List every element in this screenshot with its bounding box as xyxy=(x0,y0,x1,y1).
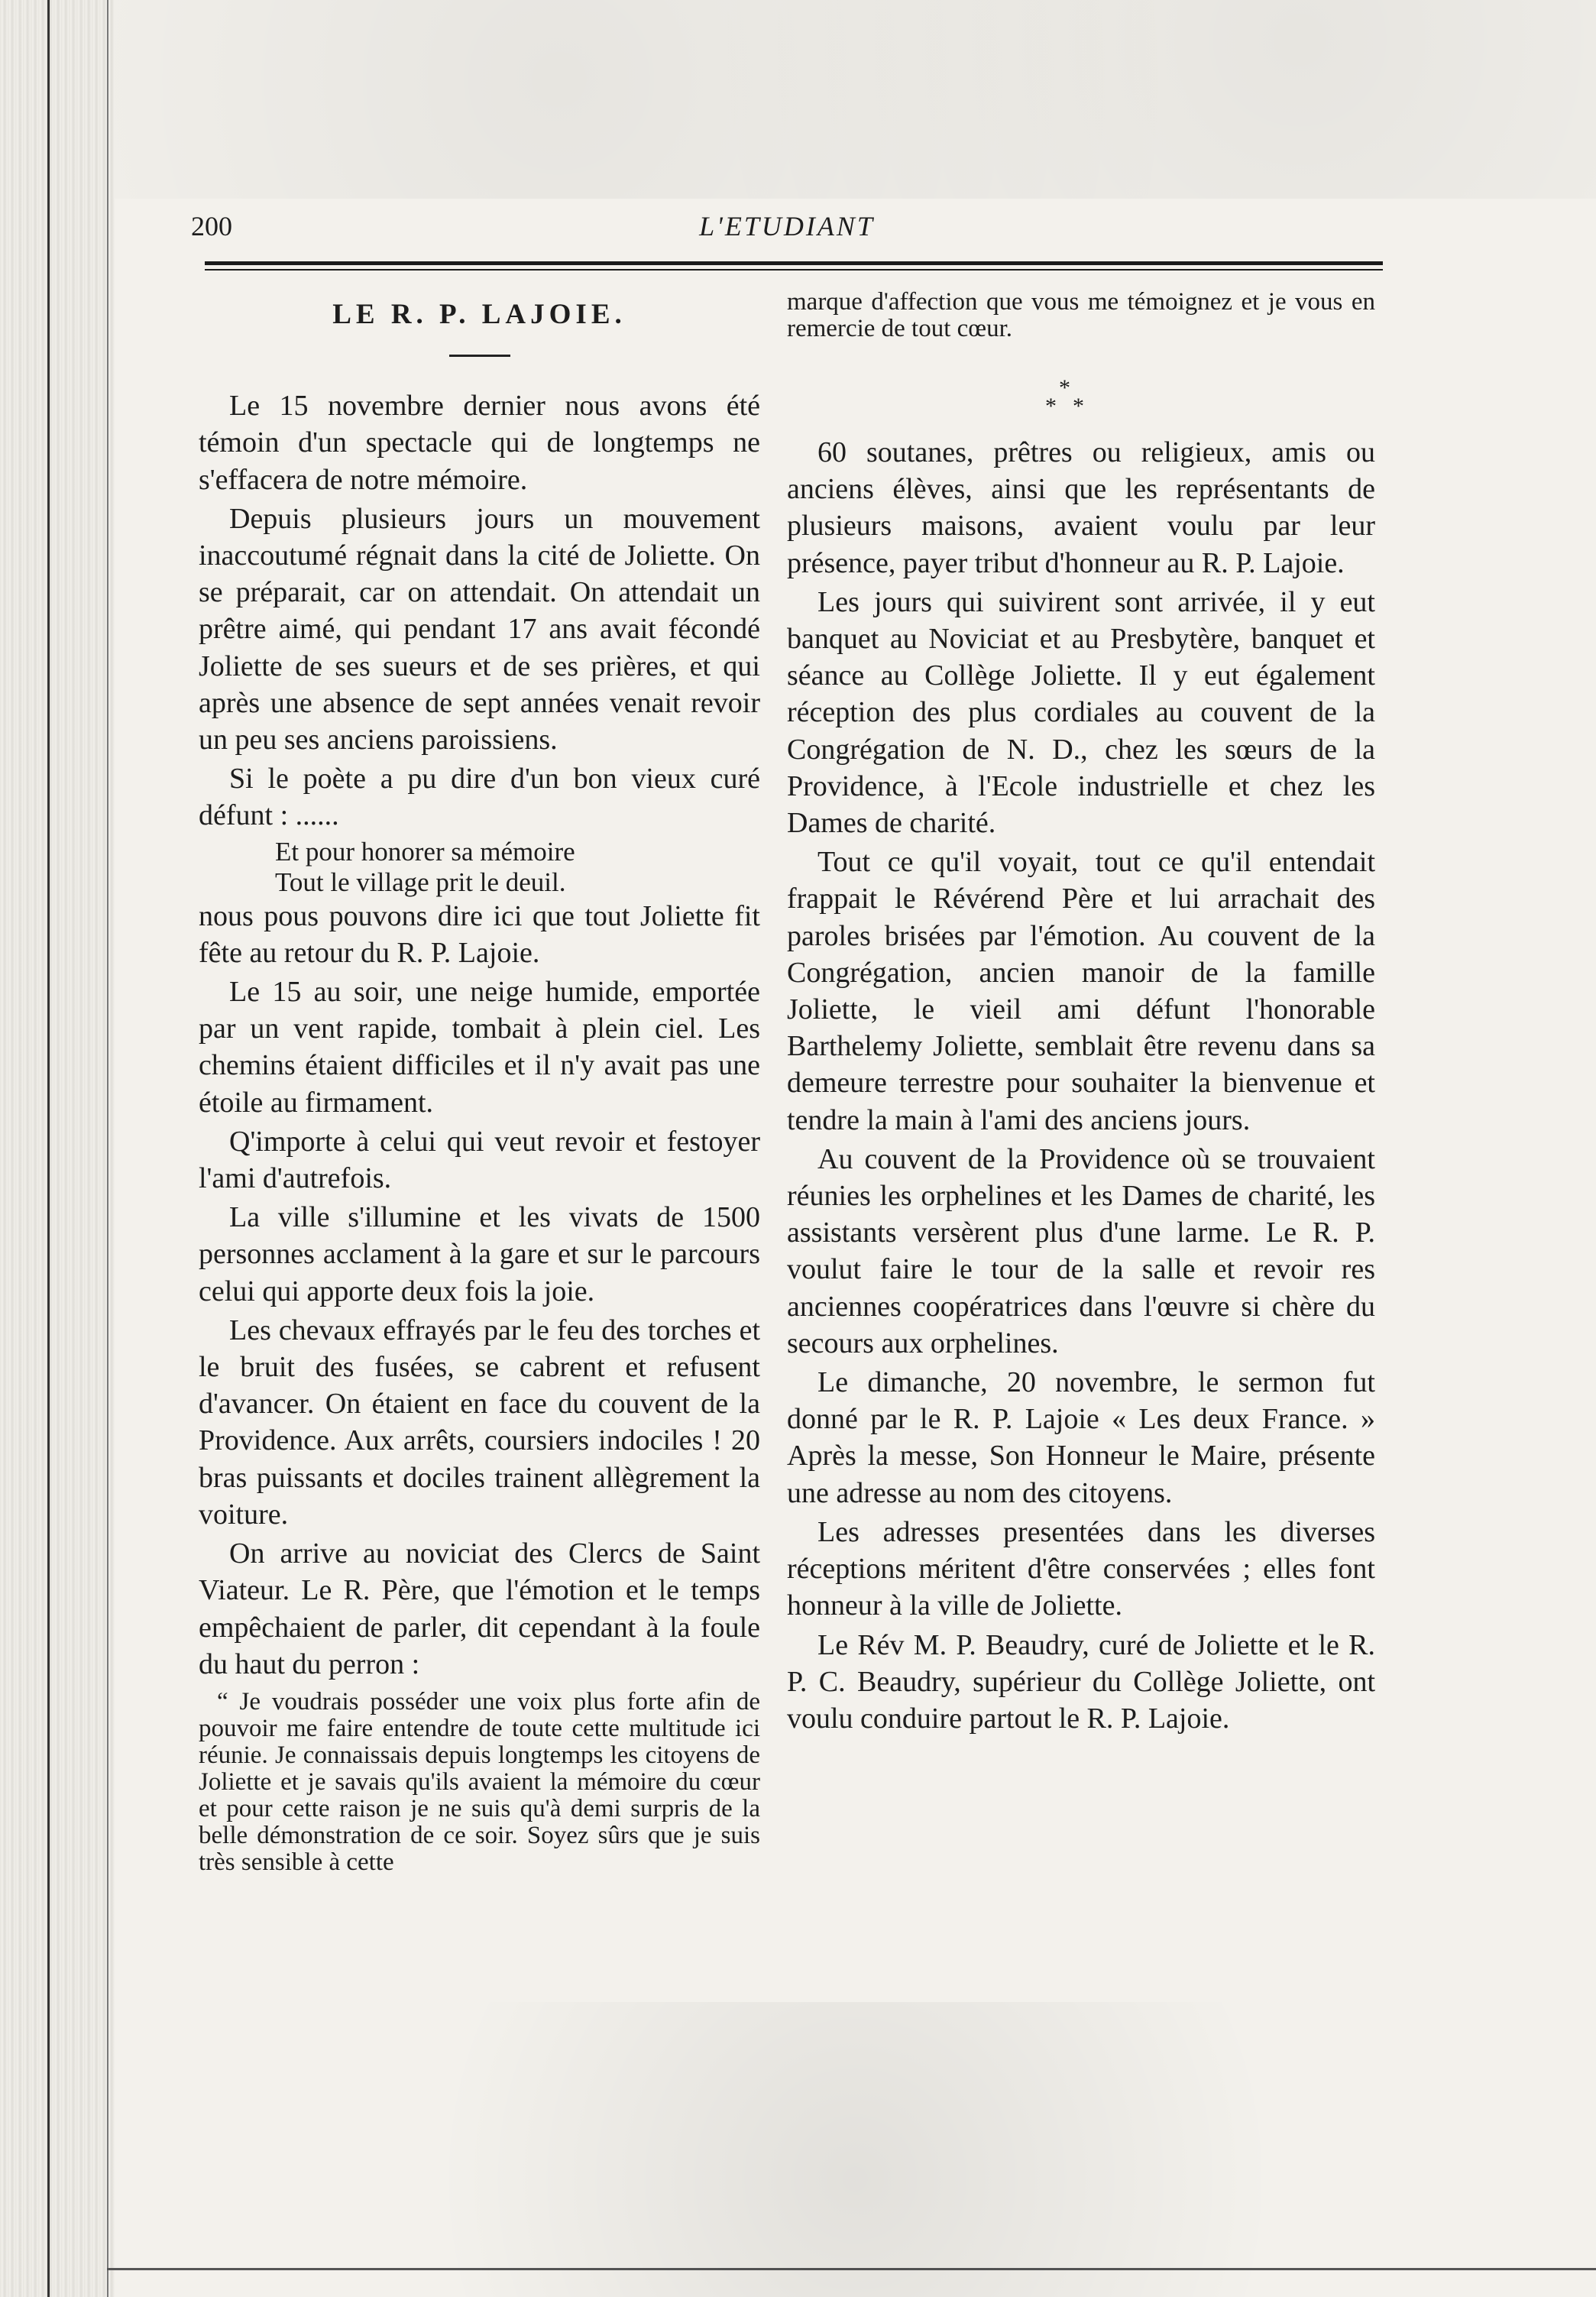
paragraph: Les chevaux effrayés par le feu des torches et le bruit des fusées, se cabrent et refusent d'avancer. On étaient en face du couvent de la Providence. Aux arrêts, coursiers indociles ! 20 bras puissants et dociles trainent allègrement la voiture. xyxy=(199,1314,760,1531)
paragraph: La ville s'illumine et les vivats de 1500 personnes acclament à la gare et sur le parcours celui qui apporte deux fois la joie. xyxy=(199,1201,760,1307)
binding-line-outer xyxy=(47,0,50,2297)
scan-margin-shadow xyxy=(0,0,115,2297)
binding-line-inner xyxy=(107,0,108,2297)
paragraph: nous pous pouvons dire ici que tout Joliette fit fête au retour du R. P. Lajoie. xyxy=(199,899,760,969)
page-number: 200 xyxy=(191,211,232,241)
journal-title: L'ETUDIANT xyxy=(699,211,875,241)
paragraph: Au couvent de la Providence où se trouvaient réunies les orphelines et les Dames de charité, les assistants versèrent plus d'une larme. Le R. P. voulut faire le tour de la salle et revoir res anciennes coopératrices dans l'œuvre si chère du secours aux orphelines. xyxy=(787,1142,1375,1359)
paragraph: Depuis plusieurs jours un mouvement inaccoutumé régnait dans la cité de Joliette. On se préparait, car on attendait. On attendait un prêtre aimé, qui pendant 17 ans avait fécondé Joliette de ses sueurs et de ses prières, et qui après une absence de sept années venait revoir un peu ses anciens paroissiens. xyxy=(199,502,760,756)
left-column xyxy=(199,289,760,1878)
asterism-star: * xyxy=(1073,394,1084,419)
paragraph: Les jours qui suivirent sont arrivée, il y eut banquet au Noviciat et au Presbytère, banquet et séance au Collège Joliette. Il y eut également réception des plus cordiales au couvent de la Congrégation de N. D., chez les sœurs de la Providence, à l'Ecole industrielle et chez les Dames de charité. xyxy=(787,585,1375,840)
title-divider xyxy=(449,355,510,357)
asterism-star: * xyxy=(1059,375,1070,400)
paragraph: Le 15 au soir, une neige humide, emportée par un vent rapide, tombait à plein ciel. Les chemins étaient difficiles et il n'y avait pas une étoile au firmament. xyxy=(199,976,760,1119)
quoted-speech: “ Je voudrais posséder une voix plus forte afin de pouvoir me faire entendre de toute cette multitude ici réunie. Je connaissais depuis longtemps les citoyens de Joliette et je savais qu'ils avaient la mémoire du cœur et pour cette raison je ne suis qu'à demi surpris de la belle démonstration de ce soir. Soyez sûrs que je suis très sensible à cette xyxy=(199,1687,760,1876)
verse-line: Tout le village prit le deuil. xyxy=(275,867,566,897)
right-column xyxy=(787,289,1375,1739)
scan-noise-bottom xyxy=(115,2002,1596,2297)
scan-noise-top xyxy=(115,0,1596,199)
paragraph: Si le poète a pu dire d'un bon vieux curé défunt : ...... xyxy=(199,763,760,832)
verse-line: Et pour honorer sa mémoire xyxy=(275,836,575,867)
article-title: LE R. P. LAJOIE. xyxy=(332,299,626,330)
page-header xyxy=(191,210,1383,256)
paragraph: Les adresses presentées dans les diverses réceptions méritent d'être conservées ; elles font honneur à la ville de Joliette. xyxy=(787,1515,1375,1622)
paragraph: Q'importe à celui qui veut revoir et festoyer l'ami d'autrefois. xyxy=(199,1125,760,1195)
paragraph: Le 15 novembre dernier nous avons été témoin d'un spectacle qui de longtemps ne s'effacera de notre mémoire. xyxy=(199,390,760,496)
paragraph: On arrive au noviciat des Clercs de Saint Viateur. Le R. Père, que l'émotion et le temps empêchaient de parler, dit cependant à la foule du haut du perron : xyxy=(199,1537,760,1680)
quoted-speech-continuation: marque d'affection que vous me témoignez et je vous en remercie de tout cœur. xyxy=(787,288,1375,342)
asterism-section-break xyxy=(787,359,1375,428)
header-rule-thin xyxy=(205,269,1383,271)
asterism-star: * xyxy=(1045,394,1057,419)
header-rule-thick xyxy=(205,261,1383,265)
paragraph: Le dimanche, 20 novembre, le sermon fut donné par le R. P. Lajoie « Les deux France. » Après la messe, Son Honneur le Maire, présente une adresse au nom des citoyens. xyxy=(787,1366,1375,1509)
paragraph: 60 soutanes, prêtres ou religieux, amis ou anciens élèves, ainsi que les représentants de plusieurs maisons, avaient voulu par leur présence, payer tribut d'honneur au R. P. Lajoie. xyxy=(787,436,1375,579)
paragraph: Le Rév M. P. Beaudry, curé de Joliette et le R. P. C. Beaudry, supérieur du Collège Joliette, ont voulu conduire partout le R. P. Lajoie. xyxy=(787,1628,1375,1735)
paragraph: Tout ce qu'il voyait, tout ce qu'il entendait frappait le Révérend Père et lui arrachait des paroles brisées par l'émotion. Au couvent de la Congrégation, ancien manoir de la famille Joliette, le vieil ami défunt l'honorable Barthelemy Joliette, semblait être revenu dans sa demeure terrestre pour souhaiter la bienvenue et tendre la main à l'ami des anciens jours. xyxy=(787,846,1375,1136)
